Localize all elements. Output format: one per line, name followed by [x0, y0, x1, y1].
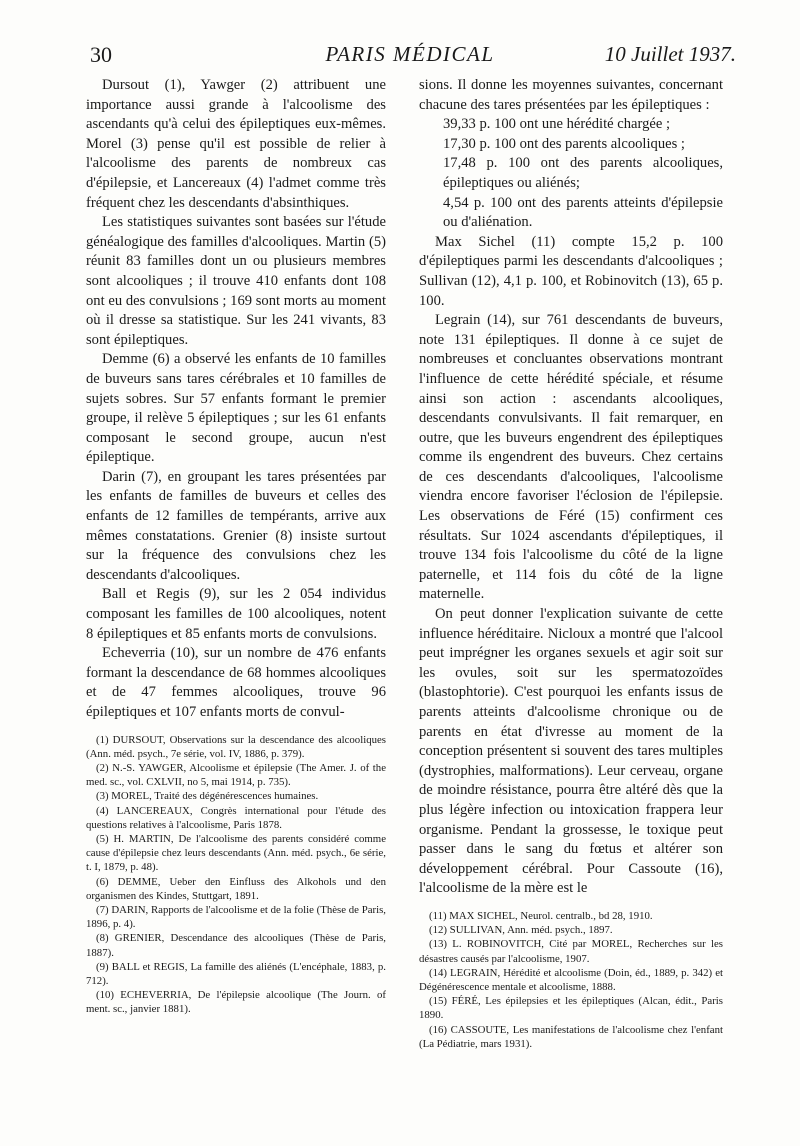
statistic-item: 17,30 p. 100 ont des parents alcooliques ; — [443, 135, 685, 152]
footnote: (4) LANCEREAUX, Congrès international pour l'étude des questions relatives à l'alcoolisme, Paris 1878. — [86, 804, 386, 831]
paragraph: Legrain (14), sur 761 descendants de buveurs, note 131 épileptiques. Il donne à ce sujet de nombreuses et concluantes observations montrant l'influence de cette hérédité spéciale, et résume ainsi son action : ascendants alcooliques, descendants convulsivants. Il fait remarquer, en outre, que les buveurs engendrent des épileptiques comme ils engendrent des buveurs. Chez certains de ces descendants d'alcooliques, l'alcoolisme viendra encore favoriser l'éclosion de l'épilepsie. Les observations de Féré (15) confirment ces résultats. Sur 1024 ascendants d'épileptiques, il trouve 134 fois l'alcoolisme du côté de la ligne paternelle, et 114 fois du côté de la ligne maternelle. — [419, 312, 723, 603]
footnote: (2) N.-S. YAWGER, Alcoolisme et épilepsie (The Amer. J. of the med. sc., vol. CXLVII, no 5, mai 1914, p. 735). — [86, 762, 386, 789]
footnote: (14) LEGRAIN, Hérédité et alcoolisme (Doin, éd., 1889, p. 342) et Dégénérescence mentale et alcoolisme, 1888. — [419, 966, 723, 993]
paragraph: Dursout (1), Yawger (2) attribuent une importance aussi grande à l'alcoolisme des ascendants qu'à celui des épileptiques eux-mêmes. Morel (3) pense qu'il est possible de relier à l'alcoolisme des parents de nombreux cas d'épilepsie, et Lancereaux (4) l'admet comme très fréquent chez les descendants d'absinthiques. — [86, 77, 386, 211]
paragraph: sions. Il donne les moyennes suivantes, concernant chacune des tares présentées par les épileptiques : — [419, 77, 723, 113]
footnote: (12) SULLIVAN, Ann. méd. psych., 1897. — [429, 924, 613, 937]
paragraph: Darin (7), en groupant les tares présentées par les enfants de familles de buveurs et celles des enfants de 12 familles de tempérants, arrive aux mêmes constatations. Grenier (8) insiste surtout sur la fréquence des convulsions chez les descendants d'alcooliques. — [86, 468, 386, 583]
footnote: (15) FÉRÉ, Les épilepsies et les épileptiques (Alcan, édit., Paris 1890. — [419, 995, 723, 1022]
statistic-item: 39,33 p. 100 ont une hérédité chargée ; — [443, 116, 671, 133]
footnote: (6) DEMME, Ueber den Einfluss des Alkohols und den organismen des Kindes, Stuttgart, 1891. — [86, 875, 386, 902]
page-header — [84, 42, 736, 72]
paragraph: Demme (6) a observé les enfants de 10 familles de buveurs sans tares cérébrales et 10 familles de sujets sobres. Sur 57 enfants formant le premier groupe, il relève 5 épileptiques ; sur les 61 enfants composant le second groupe, aucun n'est épileptique. — [86, 351, 386, 466]
footnote: (5) H. MARTIN, De l'alcoolisme des parents considéré comme cause d'épilepsie chez leurs descendants (Ann. méd. psych., 6e série, t. I, 1879, p. 48). — [86, 833, 386, 874]
left-column — [86, 76, 386, 1017]
footnote: (3) MOREL, Traité des dégénérescences humaines. — [96, 790, 319, 803]
footnote: (13) L. ROBINOVITCH, Cité par MOREL, Recherches sur les désastres causés par l'alcoolisme, 1907. — [419, 938, 723, 965]
footnote: (1) DURSOUT, Observations sur la descendance des alcooliques (Ann. méd. psych., 7e série, vol. IV, 1886, p. 379). — [86, 733, 386, 760]
page-number: 30 — [90, 42, 112, 67]
footnote: (10) ECHEVERRIA, De l'épilepsie alcoolique (The Journ. of ment. sc., janvier 1881). — [86, 989, 386, 1016]
paragraph: On peut donner l'explication suivante de cette influence héréditaire. Nicloux a montré que l'alcool peut imprégner les organes sexuels et agir soit sur les ovules, soit sur les spermatozoïdes (blastophtorie). C'est pourquoi les enfants issus de parents atteints d'alcoolisme chronique ou de parents en état d'ivresse au moment de la conception présentent si souvent des tares multiples (dystrophies, malformations). Leur cerveau, organe de moindre résistance, pourra être altéré dès que la plus légère infection ou intoxication frappera leur organisme. Pendant la grossesse, le toxique peut passer dans le sang du fœtus et altérer son développement cérébral. Pour Cassoute (16), l'alcoolisme de la mère est le — [419, 606, 723, 897]
paragraph: Echeverria (10), sur un nombre de 476 enfants formant la descendance de 68 hommes alcooliques et de 47 femmes alcooliques, trouve 96 épileptiques et 107 enfants morts de convul- — [86, 645, 386, 720]
paragraph: Les statistiques suivantes sont basées sur l'étude généalogique des familles d'alcooliques. Martin (5) réunit 83 familles dont un ou plusieurs membres sont alcooliques ; il trouve 410 enfants dont 108 ont eu des convulsions ; 169 sont morts au moment où il dresse sa statistique. Sur les 241 vivants, 83 sont épileptiques. — [86, 214, 386, 348]
right-column — [419, 76, 723, 1051]
footnotes-right — [419, 909, 723, 1051]
footnote: (7) DARIN, Rapports de l'alcoolisme et de la folie (Thèse de Paris, 1896, p. 4). — [86, 904, 386, 931]
paragraph: Max Sichel (11) compte 15,2 p. 100 d'épileptiques parmi les descendants d'alcooliques ; Sullivan (12), 4,1 p. 100, et Robinovitch (13), 65 p. 100. — [419, 233, 723, 309]
footnote: (9) BALL et REGIS, La famille des aliénés (L'encéphale, 1883, p. 712). — [86, 960, 386, 988]
statistic-item: 4,54 p. 100 ont des parents atteints d'épilepsie ou d'aliénation. — [443, 194, 723, 231]
footnote: (16) CASSOUTE, Les manifestations de l'alcoolisme chez l'enfant (La Pédiatrie, mars 1931). — [419, 1023, 723, 1050]
journal-title: PARIS MÉDICAL — [325, 42, 495, 66]
footnotes-left — [86, 733, 386, 1017]
footnote: (11) MAX SICHEL, Neurol. centralb., bd 28, 1910. — [429, 909, 653, 922]
issue-date: 10 Juillet 1937. — [604, 42, 736, 66]
paragraph: Ball et Regis (9), sur les 2 054 individus composant les familles de 100 alcooliques, notent 8 épileptiques et 85 enfants morts de convulsions. — [86, 586, 386, 642]
statistic-item: 17,48 p. 100 ont des parents alcooliques, épileptiques ou aliénés; — [443, 155, 723, 191]
footnote: (8) GRENIER, Descendance des alcooliques (Thèse de Paris, 1887). — [86, 932, 386, 959]
